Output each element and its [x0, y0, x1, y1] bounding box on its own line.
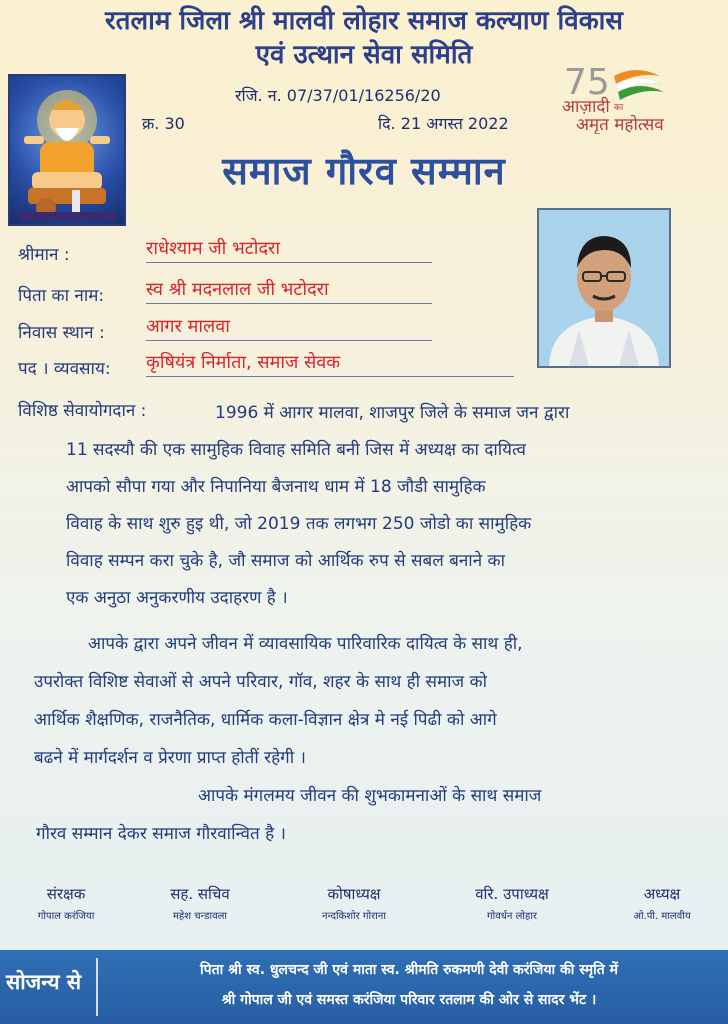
signatory-patron — [0, 884, 136, 922]
paragraph3-line1: आपके मंगलमय जीवन की शुभकामनाओं के साथ समाज — [198, 786, 542, 806]
paragraph3-line2: गौरव सम्मान देकर समाज गौरवान्वित है । — [36, 824, 286, 844]
paragraph1-line2: 11 सदस्यौ की एक सामुहिक विवाह समिति बनी जिस में अध्यक्ष का दायित्व — [66, 440, 526, 460]
service-contribution-label: विशिष्ठ सेवायोगदान : — [18, 401, 147, 421]
signatory-name: महेश चन्डावला — [172, 911, 228, 922]
occupation-label: पद । व्यवसाय: — [18, 359, 111, 379]
signatory-senior-vice-president — [442, 884, 582, 922]
paragraph2-line2: उपरोक्त विशिष्ट सेवाओं से अपने परिवार, गॉव, शहर के साथ ही समाज को — [34, 672, 487, 692]
logo-line1-suffix: का — [614, 103, 624, 113]
courtesy-footer — [0, 950, 728, 1024]
azadi-amrit-mahotsav-logo — [556, 54, 716, 134]
recipient-photo — [537, 208, 671, 368]
courtesy-label: सोजन्य से — [6, 970, 82, 994]
portrait-illustration — [539, 210, 669, 366]
logo-number: 75 — [564, 62, 610, 103]
signatory-role: अध्यक्ष — [643, 885, 681, 903]
paragraph1-line1: 1996 में आगर मालवा, शाजपुर जिले के समाज जन द्वारा — [215, 403, 570, 423]
signatory-name: गोपाल करंजिया — [37, 911, 95, 922]
paragraph1-line4: विवाह के साथ शुरु हुइ थी, जो 2019 तक लगभग 250 जोडो का सामुहिक — [66, 514, 532, 534]
paragraph2-line4: बढने में मार्गदर्शन व प्रेरणा प्राप्त होतीं रहेगी । — [34, 748, 306, 768]
signatory-joint-secretary — [130, 884, 270, 922]
father-name-value: स्व श्री मदनलाल जी भटोदरा — [146, 277, 432, 304]
residence-value: आगर मालवा — [146, 314, 432, 341]
registration-number: रजि. न. 07/37/01/16256/20 — [235, 86, 441, 105]
signatory-role: वरि. उपाध्यक्ष — [475, 885, 549, 903]
organization-title-line2: एवं उत्थान सेवा समिति — [255, 40, 473, 70]
paragraph2-line1: आपके द्वारा अपने जीवन में व्यावसायिक पारिवारिक दायित्व के साथ ही, — [88, 634, 523, 654]
certificate-date: दि. 21 अगस्त 2022 — [378, 114, 509, 133]
father-name-label: पिता का नाम: — [18, 286, 105, 306]
organization-title-line1: रतलाम जिला श्री मालवी लोहार समाज कल्याण विकास — [105, 6, 623, 36]
serial-number: क्र. 30 — [142, 114, 185, 133]
paragraph1-line5: विवाह सम्पन करा चुके है, जौ समाज को आर्थिक रुप से सबल बनाने का — [66, 551, 506, 571]
residence-label: निवास स्थान : — [18, 323, 105, 343]
signatory-president — [592, 884, 728, 922]
signatory-treasurer — [284, 884, 424, 922]
signatory-role: कोषाध्यक्ष — [327, 885, 381, 903]
paragraph2-line3: आर्थिक शैक्षणिक, राजनैतिक, धार्मिक कला-विज्ञान क्षेत्र मे नई पिढी को आगे — [34, 710, 497, 730]
occupation-value: कृषियंत्र निर्माता, समाज सेवक — [146, 350, 514, 377]
logo-line1: आज़ादी — [562, 97, 610, 117]
courtesy-line1: पिता श्री स्व. धुलचन्द जी एवं माता स्व. श्रीमति रुकमणी देवी करंजिया की स्मृति में — [200, 962, 618, 978]
paragraph1-line6: एक अनुठा अनुकरणीय उदाहरण है । — [66, 588, 288, 608]
name-label: श्रीमान : — [18, 245, 70, 265]
logo-graphic — [556, 54, 716, 134]
name-value: राधेश्याम जी भटोदरा — [146, 236, 432, 263]
signatory-role: संरक्षक — [46, 885, 86, 903]
certificate-title: समाज गौरव सम्मान — [222, 149, 506, 193]
paragraph1-line3: आपको सौपा गया और निपानिया बैजनाथ धाम में 18 जौडी सामुहिक — [66, 477, 486, 497]
signatory-name: ओ.पी. मालवीय — [633, 911, 691, 922]
signatory-name: नन्दकिशोर गोराना — [322, 911, 386, 922]
logo-line2: अमृत महोत्सव — [576, 115, 664, 134]
signatory-role: सह. सचिव — [170, 885, 230, 903]
courtesy-line2: श्री गोपाल जी एवं समस्त करंजिया परिवार रतलाम की ओर से सादर भेंट । — [221, 992, 597, 1008]
signatory-name: गोवर्धन लोहार — [486, 911, 538, 922]
